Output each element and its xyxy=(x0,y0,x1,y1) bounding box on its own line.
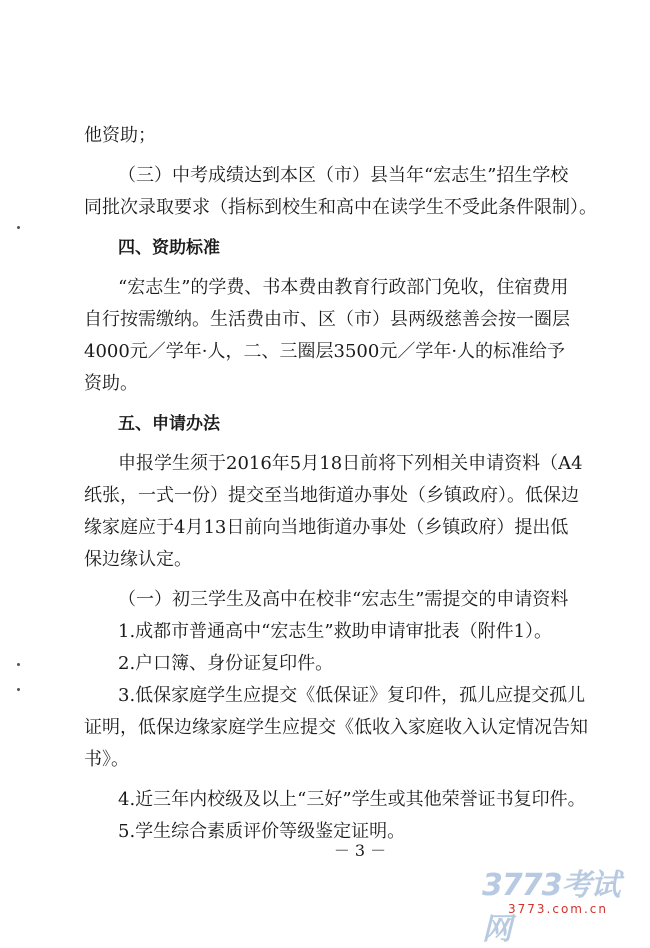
watermark xyxy=(470,860,640,947)
margin-dot xyxy=(17,688,20,691)
paragraph-line: 3.低保家庭学生应提交《低保证》复印件，孤儿应提交孤儿 xyxy=(118,685,586,706)
paragraph-line: 他资助； xyxy=(84,125,156,146)
paragraph-line: 自行按需缴纳。生活费由市、区（市）县两级慈善会按一圈层 xyxy=(84,309,570,330)
paragraph-line: 同批次录取要求（指标到校生和高中在读学生不受此条件限制）。 xyxy=(84,197,597,218)
paragraph-line: （三）中考成绩达到本区（市）县当年“宏志生”招生学校 xyxy=(118,165,569,186)
section-heading: 四、资助标准 xyxy=(118,238,220,258)
paragraph-line: 缘家庭应于4月13日前向当地街道办事处（乡镇政府）提出低 xyxy=(84,517,569,538)
paragraph-line: 纸张，一式一份）提交至当地街道办事处（乡镇政府）。低保边 xyxy=(84,485,579,506)
paragraph-line: 保边缘认定。 xyxy=(84,549,192,570)
page-number: － 3 － xyxy=(333,841,387,860)
paragraph-line: 4000元／学年·人，二、三圈层3500元／学年·人的标准给予 xyxy=(84,341,566,362)
margin-dot xyxy=(17,663,20,666)
paragraph-line: 申报学生须于2016年5月18日前将下列相关申请资料（A4 xyxy=(118,453,583,474)
watermark-url: 3773.com.cn xyxy=(508,902,608,916)
paragraph-line: （一）初三学生及高中在校非“宏志生”需提交的申请资料 xyxy=(118,589,569,610)
paragraph-line: “宏志生”的学费、书本费由教育行政部门免收，住宿费用 xyxy=(118,277,569,298)
paragraph-line: 资助。 xyxy=(84,373,138,394)
paragraph-line: 1.成都市普通高中“宏志生”救助申请审批表（附件1）。 xyxy=(118,621,553,642)
paragraph-line: 证明，低保边缘家庭学生应提交《低收入家庭收入认定情况告知 xyxy=(84,717,588,738)
paragraph-line: 5.学生综合素质评价等级鉴定证明。 xyxy=(118,821,406,842)
watermark-logo: 3773考试网 xyxy=(482,868,620,947)
section-heading: 五、申请办法 xyxy=(118,414,220,434)
paragraph-line: 4.近三年内校级及以上“三好”学生或其他荣誉证书复印件。 xyxy=(118,789,586,810)
paragraph-line: 2.户口簿、身份证复印件。 xyxy=(118,653,334,674)
margin-dot xyxy=(17,226,20,229)
paragraph-line: 书》。 xyxy=(84,749,129,770)
